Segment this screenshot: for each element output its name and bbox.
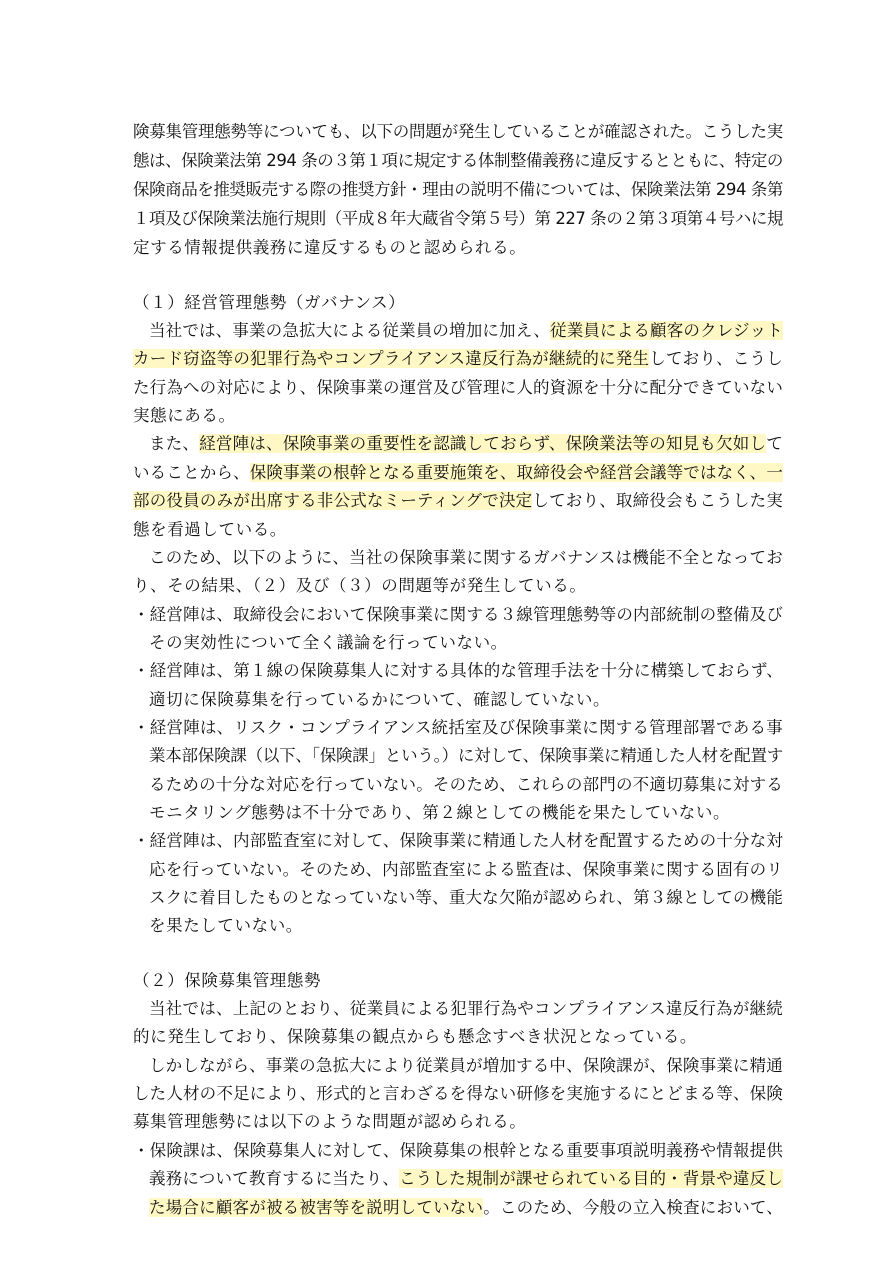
text-segment: いることから、 bbox=[133, 463, 250, 482]
text-segment: 保険商品を推奨販売する際の推奨方針・理由の説明不備については、保険業法第 294 条第 bbox=[133, 180, 784, 199]
text-line bbox=[133, 289, 783, 317]
text-segment: このため、以下のように、当社の保険事業に関するガバナンスは機能不全となってお bbox=[149, 548, 783, 567]
highlighted-text: 保険事業の根幹となる重要施策を、取締役会や経営会議等ではなく、一 bbox=[249, 463, 784, 482]
text-line bbox=[133, 1052, 799, 1080]
text-line bbox=[133, 118, 783, 146]
text-segment: た行為への対応により、保険事業の運営及び管理に人的資源を十分に配分できていない bbox=[133, 378, 783, 397]
text-segment: 態は、保険業法第 294 条の３第１項に規定する体制整備義務に違反するとともに、特定の bbox=[133, 151, 783, 170]
highlighted-text: 経営陣は、保険事業の重要性を認識しておらず、保険業法等の知見も欠如し bbox=[199, 434, 767, 453]
text-segment: ・経営陣は、第１線の保険募集人に対する具体的な管理手法を十分に構築しておらず、 bbox=[133, 661, 783, 680]
text-line bbox=[133, 771, 799, 799]
text-line bbox=[133, 686, 799, 714]
text-line bbox=[133, 657, 783, 685]
text-line bbox=[133, 912, 799, 940]
text-line bbox=[133, 516, 783, 544]
text-line bbox=[133, 1023, 783, 1051]
text-line bbox=[133, 601, 783, 629]
text-line bbox=[133, 967, 783, 995]
text-segment: ・経営陣は、取締役会において保険事業に関する３線管理態勢等の内部統制の整備及び bbox=[133, 605, 783, 624]
text-segment: スクに着目したものとなっていない等、重大な欠陥が認められ、第３線としての機能 bbox=[149, 888, 783, 907]
text-segment: 適切に保険募集を行っているかについて、確認していない。 bbox=[149, 690, 611, 709]
text-segment: 応を行っていない。そのため、内部監査室による監査は、保険事業に関する固有のリ bbox=[149, 860, 783, 879]
text-line bbox=[133, 827, 783, 855]
text-segment: モニタリング態勢は不十分であり、第２線としての機能を果たしていない。 bbox=[149, 803, 731, 822]
text-line bbox=[133, 345, 783, 373]
text-segment: 態を看過している。 bbox=[133, 520, 287, 539]
text-line bbox=[133, 1194, 799, 1222]
text-segment: ・経営陣は、リスク・コンプライアンス統括室及び保険事業に関する管理部署である事 bbox=[133, 718, 783, 737]
text-line bbox=[133, 714, 783, 742]
text-line bbox=[133, 629, 799, 657]
text-segment: （２）保険募集管理態勢 bbox=[133, 971, 322, 990]
text-line bbox=[133, 1165, 799, 1193]
text-line bbox=[133, 742, 799, 770]
text-line bbox=[133, 459, 783, 487]
text-segment: （１）経営管理態勢（ガバナンス） bbox=[133, 293, 406, 312]
text-segment: しかしながら、事業の急拡大により従業員が増加する中、保険課が、保険事業に精通 bbox=[149, 1056, 783, 1075]
text-segment: 的に発生しており、保険募集の観点からも懸念すべき状況となっている。 bbox=[133, 1027, 697, 1046]
text-line bbox=[133, 147, 783, 175]
text-segment: 業本部保険課（以下、「保険課」という。）に対して、保険事業に精通した人材を配置す bbox=[149, 746, 783, 765]
text-line bbox=[133, 176, 783, 204]
text-line bbox=[133, 799, 799, 827]
text-segment: を果たしていない。 bbox=[149, 916, 303, 935]
text-line bbox=[133, 544, 799, 572]
text-line bbox=[133, 205, 783, 233]
text-segment: ・経営陣は、内部監査室に対して、保険事業に精通した人材を配置するための十分な対 bbox=[133, 831, 783, 850]
text-segment: 険募集管理態勢等についても、以下の問題が発生していることが確認された。こうした実 bbox=[133, 122, 783, 141]
text-segment: 実態にある。 bbox=[133, 406, 236, 425]
text-segment: 募集管理態勢には以下のような問題が認められる。 bbox=[133, 1112, 527, 1131]
text-segment: 義務について教育するに当たり、 bbox=[149, 1169, 400, 1188]
text-line bbox=[133, 884, 799, 912]
text-line bbox=[133, 317, 799, 345]
text-line bbox=[133, 430, 799, 458]
highlighted-text: 従業員による顧客のクレジット bbox=[550, 321, 783, 340]
highlighted-text: カード窃盗等の犯罪行為やコンプライアンス違反行為が継続的に発生 bbox=[133, 349, 650, 368]
text-segment: ・保険課は、保険募集人に対して、保険募集の根幹となる重要事項説明義務や情報提供 bbox=[133, 1141, 783, 1160]
highlighted-text: た場合に顧客が被る被害等を説明していない bbox=[149, 1198, 484, 1217]
text-segment: しており、取締役会もこうした実 bbox=[532, 491, 784, 510]
text-segment: した人材の不足により、形式的と言わざるを得ない研修を実施するにとどまる等、保険 bbox=[133, 1084, 783, 1103]
text-segment: り、その結果、（２）及び（３）の問題等が発生している。 bbox=[133, 576, 587, 595]
text-segment: 当社では、事業の急拡大による従業員の増加に加え、 bbox=[149, 321, 551, 340]
text-line bbox=[133, 1137, 783, 1165]
text-segment: 定する情報提供義務に違反するものと認められる。 bbox=[133, 238, 527, 257]
text-segment: １項及び保険業法施行規則（平成８年大蔵省令第５号）第 227 条の２第３項第４号ハに規 bbox=[133, 209, 783, 228]
text-segment: 。このため、今般の立入検査において、 bbox=[483, 1198, 784, 1217]
text-segment: その実効性について全く議論を行っていない。 bbox=[149, 633, 508, 652]
text-line bbox=[133, 487, 783, 515]
text-segment: しており、こうし bbox=[649, 349, 783, 368]
text-line bbox=[133, 1080, 783, 1108]
text-line bbox=[133, 1108, 783, 1136]
text-line bbox=[133, 856, 799, 884]
text-segment: また、 bbox=[149, 434, 200, 453]
highlighted-text: こうした規制が課せられている目的・背景や違反し bbox=[399, 1169, 783, 1188]
text-line bbox=[133, 995, 799, 1023]
text-line bbox=[133, 402, 783, 430]
text-segment: るための十分な対応を行っていない。そのため、これらの部門の不適切募集に対する bbox=[149, 775, 783, 794]
text-line bbox=[133, 374, 783, 402]
text-segment: て bbox=[766, 434, 783, 453]
text-line bbox=[133, 234, 783, 262]
text-segment: 当社では、上記のとおり、従業員による犯罪行為やコンプライアンス違反行為が継続 bbox=[149, 999, 783, 1018]
text-line bbox=[133, 572, 783, 600]
highlighted-text: 部の役員のみが出席する非公式なミーティングで決定 bbox=[133, 491, 533, 510]
